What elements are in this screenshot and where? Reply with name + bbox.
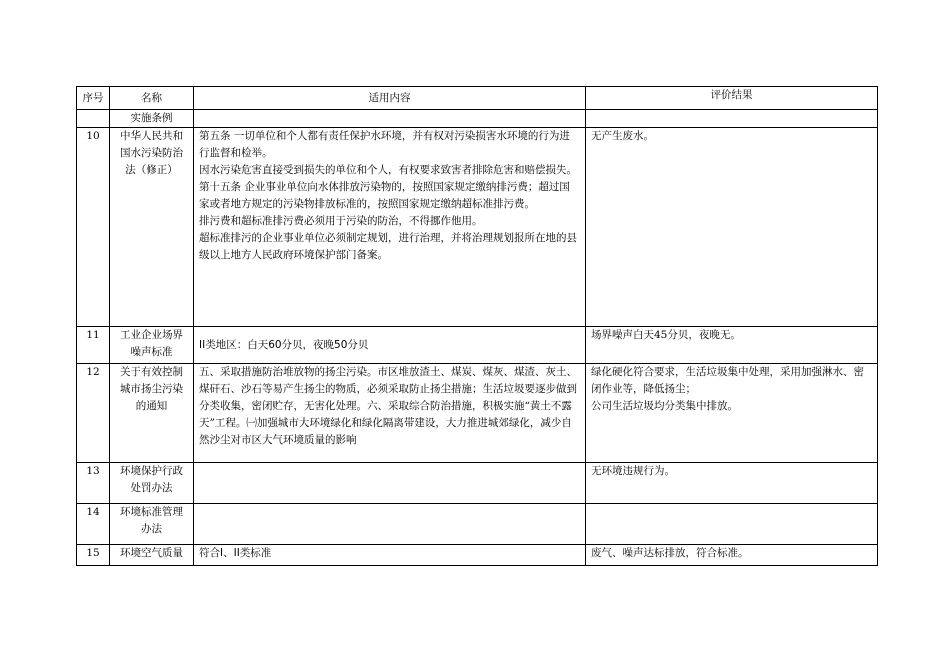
row-no-cell: 15 (77, 545, 110, 566)
apply-paragraph: 五、采取措施防治堆放物的扬尘污染。市区堆放渣土、煤炭、煤灰、煤渣、灰土、煤矸石、沙石等易产生扬尘的物质，必须采取防止扬尘措施；生活垃圾要逐步做到分类收集，密闭贮存，无害化处理。六、采取综合防治措施，积极实施“黄土不露天”工程。㈠加强城市大环境绿化和绿化隔离带建设，大力推进城郊绿化，减少自然沙尘对市区大气环境质量的影响 (199, 366, 577, 446)
result-paragraph: 公司生活垃圾均分类集中排放。 (591, 400, 738, 412)
row-result-cell (586, 128, 878, 327)
row-result-cell (586, 545, 878, 566)
table-row (77, 545, 878, 566)
row-no-cell: 10 (77, 128, 110, 327)
row-apply-cell (194, 545, 586, 566)
header-result: 评价结果 (586, 87, 878, 110)
apply-paragraph: 第五条 一切单位和个人都有责任保护水环境，并有权对污染损害水环境的行为进行监督和检举。 (199, 130, 570, 159)
result-paragraph: 废气、噪声达标排放，符合标准。 (591, 547, 749, 559)
row-name-cell: 环境保护行政处罚办法 (110, 463, 194, 504)
result-paragraph: 绿化硬化符合要求，生活垃圾集中处理，采用加强淋水、密闭作业等，降低扬尘； (591, 366, 864, 395)
row-no-cell: 12 (77, 364, 110, 463)
row-no-cell (77, 110, 110, 128)
row-name-cell: 工业企业场界噪声标准 (110, 327, 194, 364)
row-apply-cell (194, 128, 586, 327)
apply-paragraph: 超标准排污的企业事业单位必须制定规划，进行治理，并将治理规划报所在地的县级以上地方人民政府环境保护部门备案。 (199, 232, 577, 261)
row-apply-cell (194, 110, 586, 128)
header-name: 名称 (110, 87, 194, 110)
row-no-cell: 11 (77, 327, 110, 364)
table-row (77, 327, 878, 364)
table-row (77, 463, 878, 504)
row-no-cell: 13 (77, 463, 110, 504)
apply-paragraph: 符合I、II类标准 (199, 547, 272, 559)
apply-paragraph: II类地区：白天60分贝，夜晚50分贝 (199, 338, 369, 351)
table-row (77, 504, 878, 545)
row-apply-cell (194, 364, 586, 463)
row-apply-cell (194, 463, 586, 504)
row-apply-cell (194, 504, 586, 545)
table-row (77, 128, 878, 327)
row-result-cell (586, 504, 878, 545)
header-apply: 适用内容 (194, 87, 586, 110)
row-name-cell: 环境标准管理办法 (110, 504, 194, 545)
row-name-cell: 关于有效控制城市扬尘污染的通知 (110, 364, 194, 463)
result-paragraph: 无环境违规行为。 (591, 465, 675, 477)
apply-paragraph: 排污费和超标准排污费必须用于污染的防治，不得挪作他用。 (199, 215, 483, 227)
row-result-cell (586, 463, 878, 504)
table-header-row (77, 87, 878, 110)
row-result-cell (586, 364, 878, 463)
result-paragraph: 场界噪声白天45分贝，夜晚无。 (591, 329, 741, 341)
regulation-compliance-table (76, 86, 878, 566)
table-row (77, 364, 878, 463)
row-result-cell (586, 327, 878, 364)
row-apply-cell (194, 327, 586, 364)
apply-paragraph: 因水污染危害直接受到损失的单位和个人，有权要求致害者排除危害和赔偿损失。 (199, 164, 577, 176)
result-paragraph: 无产生废水。 (591, 130, 654, 142)
row-name-cell: 实施条例 (110, 110, 194, 128)
apply-paragraph: 第十五条 企业事业单位向水体排放污染物的，按照国家规定缴纳排污费；超过国家或者地方规定的污染物排放标准的，按照国家规定缴纳超标准排污费。 (199, 181, 570, 210)
row-result-cell (586, 110, 878, 128)
row-name-cell: 中华人民共和国水污染防治法（修正） (110, 128, 194, 327)
row-no-cell: 14 (77, 504, 110, 545)
header-no: 序号 (77, 87, 110, 110)
table-row-continuation (77, 110, 878, 128)
row-name-cell: 环境空气质量 (110, 545, 194, 566)
